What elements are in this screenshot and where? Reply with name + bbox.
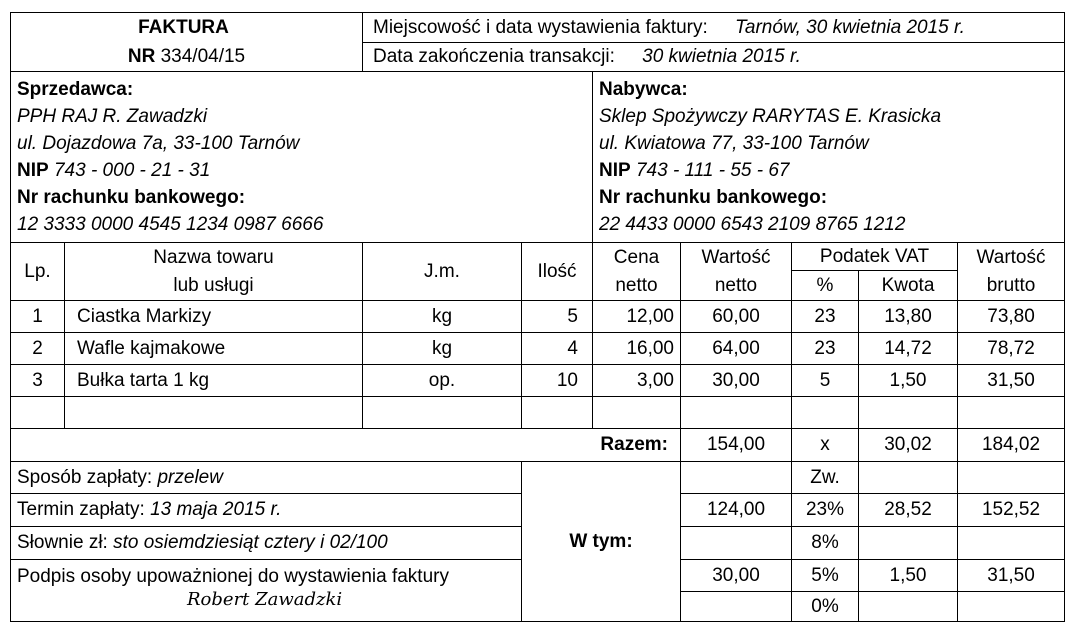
col-gross-line2: brutto (986, 274, 1036, 296)
breakdown-pct: 8% (792, 527, 859, 560)
amount-in-words-value: sto osiemdziesiąt cztery i 02/100 (113, 532, 388, 554)
item-name: Wafle kajmakowe (65, 333, 363, 365)
item-price: 16,00 (593, 333, 681, 365)
table-row-empty (11, 397, 1065, 429)
invoice-number-label: NR (127, 45, 156, 67)
col-gross-line1: Wartość (976, 246, 1046, 268)
completion-date (363, 43, 1065, 72)
item-vat-amount: 14,72 (859, 333, 958, 365)
buyer-account-label: Nr rachunku bankowego: (599, 187, 828, 208)
invoice-table (10, 12, 1065, 622)
breakdown-gross (958, 592, 1065, 622)
table-row (11, 333, 1065, 365)
empty-cell (11, 397, 65, 429)
place-date-value: Tarnów, 30 kwietnia 2015 r. (735, 16, 965, 38)
item-vat-amount: 1,50 (859, 365, 958, 397)
col-vat-pct: % (792, 271, 859, 301)
breakdown-pct: 5% (792, 560, 859, 592)
buyer-nip-value: 743 - 111 - 55 - 67 (635, 160, 790, 181)
item-lp: 1 (11, 301, 65, 333)
col-unit: J.m. (363, 243, 522, 301)
item-unit: kg (363, 301, 522, 333)
item-net: 64,00 (681, 333, 792, 365)
item-qty: 5 (522, 301, 593, 333)
buyer-nip-label: NIP (599, 160, 631, 181)
payment-due (11, 494, 522, 527)
seller-account: 12 3333 0000 4545 1234 0987 6666 (17, 214, 324, 235)
item-qty: 4 (522, 333, 593, 365)
col-lp: Lp. (11, 243, 65, 301)
payment-method-label: Sposób zapłaty: (17, 466, 153, 488)
invoice-number-value: 334/04/15 (160, 45, 246, 67)
item-net: 60,00 (681, 301, 792, 333)
totals-row (11, 429, 1065, 462)
seller-address: ul. Dojazdowa 7a, 33-100 Tarnów (17, 133, 300, 154)
breakdown-net (681, 527, 792, 560)
breakdown-vat: 28,52 (859, 494, 958, 527)
col-vat: Podatek VAT (792, 243, 958, 271)
totals-label: Razem: (11, 429, 681, 462)
col-qty: Ilość (522, 243, 593, 301)
col-price-line1: Cena (613, 246, 660, 268)
payment-due-value: 13 maja 2015 r. (150, 499, 282, 521)
empty-cell (792, 397, 859, 429)
signature-label: Podpis osoby upoważnionej do wystawienia faktury (17, 566, 449, 587)
amount-in-words-label: Słownie zł: (17, 532, 108, 554)
empty-cell (958, 397, 1065, 429)
col-name-line2: lub usługi (173, 274, 254, 296)
table-row (11, 365, 1065, 397)
item-name: Bułka tarta 1 kg (65, 365, 363, 397)
empty-cell (363, 397, 522, 429)
breakdown-vat (859, 592, 958, 622)
seller-name: PPH RAJ R. Zawadzki (17, 106, 208, 127)
invoice-title: FAKTURA (11, 13, 363, 43)
totals-net: 154,00 (681, 429, 792, 462)
item-gross: 78,72 (958, 333, 1065, 365)
completion-date-label: Data zakończenia transakcji: (373, 46, 615, 68)
item-lp: 2 (11, 333, 65, 365)
empty-cell (522, 397, 593, 429)
seller-nip (17, 157, 586, 184)
col-price-line2: netto (615, 274, 658, 296)
item-qty: 10 (522, 365, 593, 397)
payment-due-label: Termin zapłaty: (17, 499, 145, 521)
empty-cell (65, 397, 363, 429)
seller-account-label: Nr rachunku bankowego: (17, 187, 246, 208)
col-name (65, 243, 363, 301)
seller-block (11, 72, 593, 243)
breakdown-gross (958, 527, 1065, 560)
breakdown-pct: 0% (792, 592, 859, 622)
item-price: 3,00 (593, 365, 681, 397)
breakdown-net (681, 462, 792, 494)
invoice (10, 12, 1064, 622)
col-net-line2: netto (714, 274, 758, 296)
seller-nip-label: NIP (17, 160, 49, 181)
col-net-line1: Wartość (701, 246, 771, 268)
item-vat-amount: 13,80 (859, 301, 958, 333)
buyer-label: Nabywca: (599, 79, 688, 100)
item-lp: 3 (11, 365, 65, 397)
totals-gross: 184,02 (958, 429, 1065, 462)
buyer-name: Sklep Spożywczy RARYTAS E. Krasicka (599, 106, 942, 127)
item-gross: 31,50 (958, 365, 1065, 397)
breakdown-pct: 23% (792, 494, 859, 527)
seller-nip-value: 743 - 000 - 21 - 31 (53, 160, 211, 181)
completion-date-value: 30 kwietnia 2015 r. (642, 46, 801, 68)
breakdown-net: 30,00 (681, 560, 792, 592)
totals-vat-amount: 30,02 (859, 429, 958, 462)
col-net (681, 243, 792, 301)
breakdown-net: 124,00 (681, 494, 792, 527)
totals-vat-pct: x (792, 429, 859, 462)
invoice-number (11, 43, 363, 72)
item-name: Ciastka Markizy (65, 301, 363, 333)
item-unit: kg (363, 333, 522, 365)
table-row (11, 301, 1065, 333)
buyer-account: 22 4433 0000 6543 2109 8765 1212 (599, 214, 906, 235)
item-vat-pct: 5 (792, 365, 859, 397)
amount-in-words (11, 527, 522, 560)
col-name-line1: Nazwa towaru (153, 246, 274, 268)
breakdown-gross: 31,50 (958, 560, 1065, 592)
breakdown-gross (958, 462, 1065, 494)
breakdown-pct: Zw. (792, 462, 859, 494)
breakdown-vat (859, 527, 958, 560)
signature-block (11, 560, 522, 622)
payment-method (11, 462, 522, 494)
buyer-address: ul. Kwiatowa 77, 33-100 Tarnów (599, 133, 869, 154)
breakdown-net (681, 592, 792, 622)
empty-cell (859, 397, 958, 429)
item-vat-pct: 23 (792, 301, 859, 333)
col-gross (958, 243, 1065, 301)
place-date-label: Miejscowość i data wystawienia faktury: (373, 16, 708, 38)
breakdown-label: W tym: (522, 462, 681, 622)
place-date (363, 13, 1065, 43)
buyer-block (593, 72, 1065, 243)
breakdown-vat: 1,50 (859, 560, 958, 592)
seller-label: Sprzedawca: (17, 79, 134, 100)
item-vat-pct: 23 (792, 333, 859, 365)
col-vat-amount: Kwota (859, 271, 958, 301)
payment-method-value: przelew (157, 466, 223, 488)
breakdown-vat (859, 462, 958, 494)
empty-cell (681, 397, 792, 429)
item-gross: 73,80 (958, 301, 1065, 333)
item-unit: op. (363, 365, 522, 397)
signature: Robert Zawadzki (187, 588, 343, 610)
buyer-nip (599, 157, 1058, 184)
item-net: 30,00 (681, 365, 792, 397)
item-price: 12,00 (593, 301, 681, 333)
col-price (593, 243, 681, 301)
breakdown-gross: 152,52 (958, 494, 1065, 527)
empty-cell (593, 397, 681, 429)
